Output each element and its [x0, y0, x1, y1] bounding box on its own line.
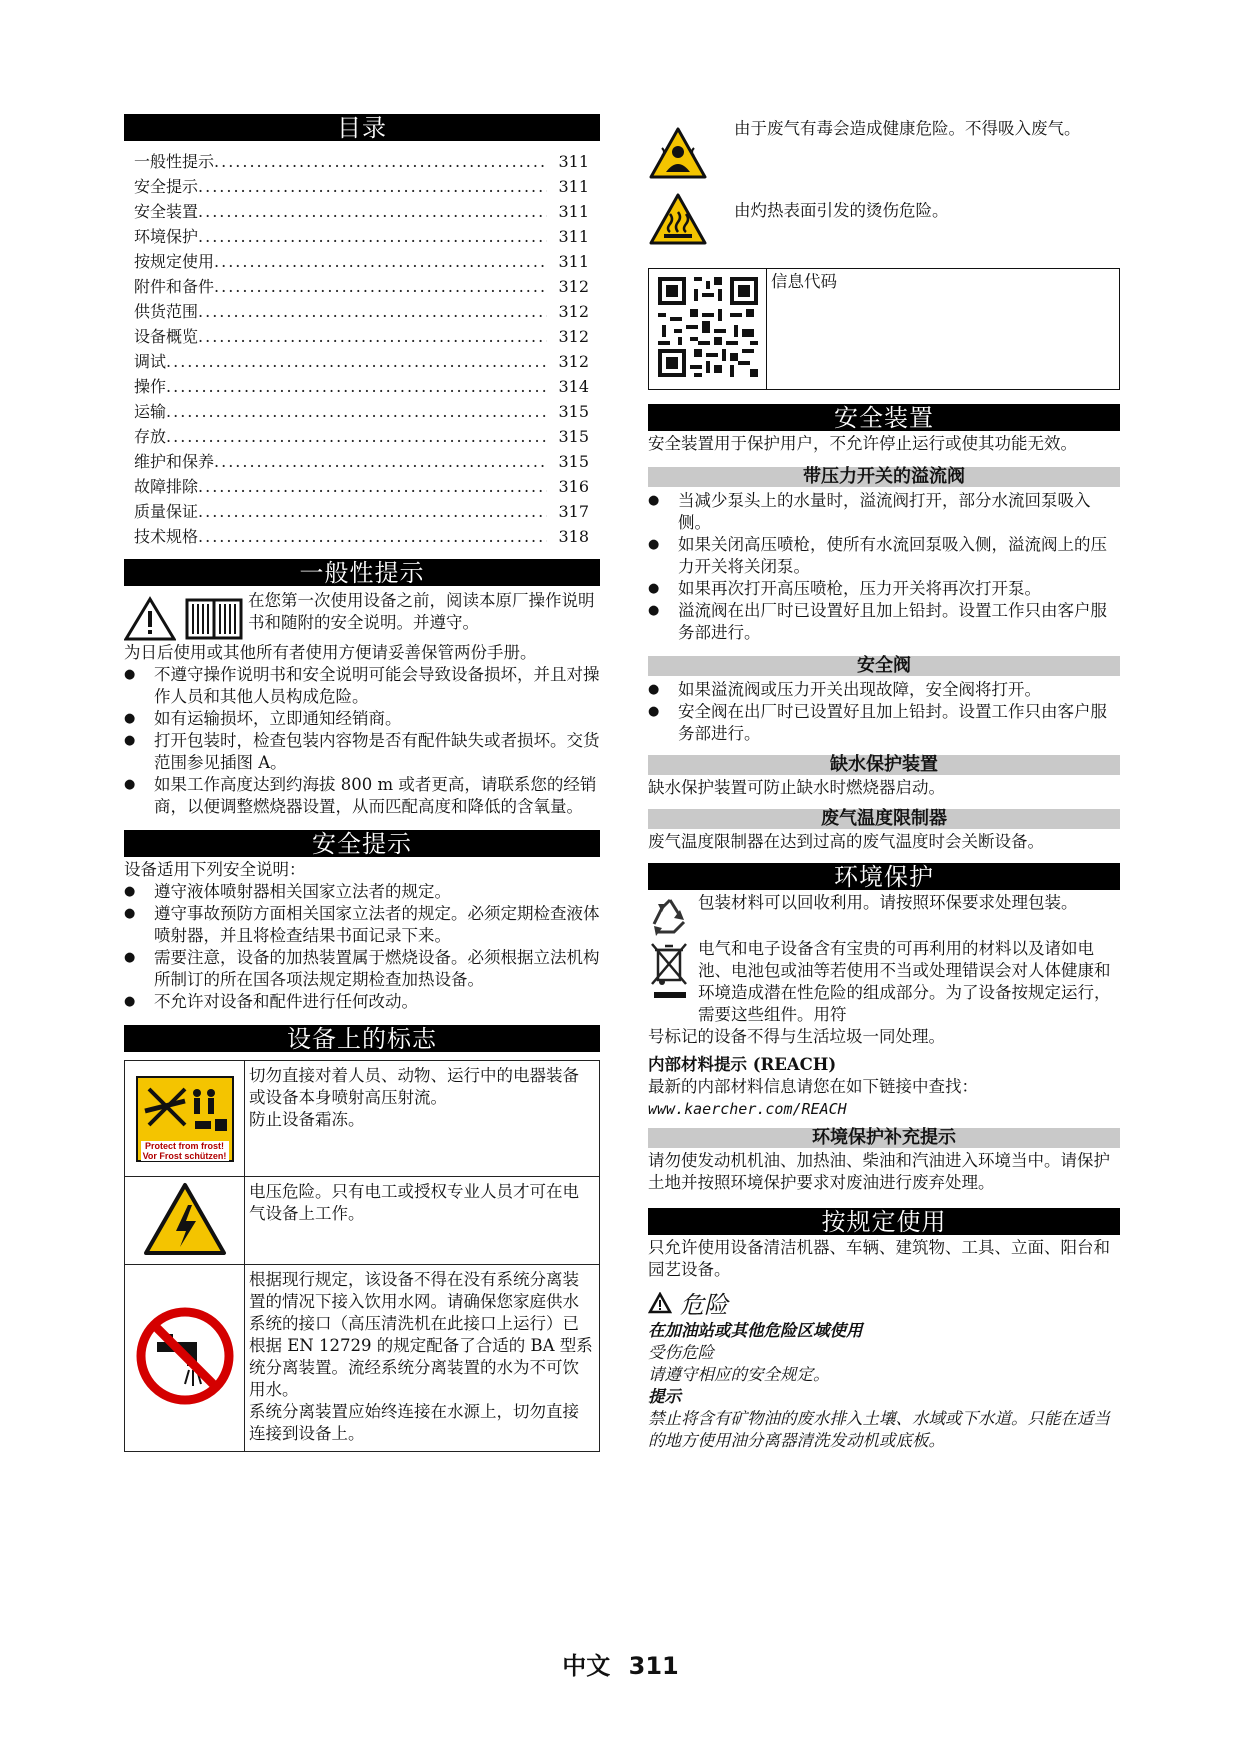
reach-title: 内部材料提示 (REACH) [648, 1055, 837, 1074]
symbols-table [124, 1060, 600, 1452]
toc-title: 一般性提示 [134, 152, 215, 171]
list-item: ● 如果关闭高压喷枪，使所有水流回泵吸入侧，溢流阀上的压力开关将关闭泵。 [648, 534, 1120, 578]
toc-title: 技术规格 [134, 527, 199, 546]
toc-leader [198, 224, 547, 249]
toc-title: 按规定使用 [134, 252, 215, 271]
list-item: ● 遵守事故预防方面相关国家立法者的规定。必须定期检查液体喷射器，并且将检查结果书面记录下来。 [124, 903, 600, 947]
env-extra-heading: 环境保护补充提示 [648, 1128, 1120, 1148]
intended-use-text: 只允许使用设备清洁机器、车辆、建筑物、工具、立面、阳台和园艺设备。 [648, 1238, 1110, 1279]
toc-leader [166, 399, 547, 424]
general-heading: 一般性提示 [124, 559, 600, 586]
toc-entry[interactable] [134, 424, 589, 449]
toc-entry[interactable] [134, 324, 589, 349]
list-item: ● 不允许对设备和配件进行任何改动。 [124, 991, 600, 1013]
safety-devices-heading: 安全装置 [648, 404, 1120, 431]
toc-page: 311 [558, 202, 589, 221]
toc-leader [214, 449, 547, 474]
table-of-contents [134, 149, 589, 549]
toc-entry[interactable] [134, 524, 589, 549]
symbol-text: 切勿直接对着人员、动物、运行中的电器装备或设备本身喷射高压射流。 防止设备霜冻。 [249, 1066, 579, 1129]
hot-surface-text: 由灼热表面引发的烫伤危险。 [734, 201, 949, 220]
toc-leader [198, 474, 547, 499]
toc-page: 312 [558, 352, 589, 371]
weee-text-a: 电气和电子设备含有宝贵的可再利用的材料以及诸如电池、电池包或油等若使用不当或处理错误会对人体健康和环境造成潜在性危险的组成部分。为了设备按规定运行，需要这些组件。用符 [698, 939, 1111, 1024]
safety-intro: 设备适用下列安全说明： [124, 860, 306, 879]
reach-text: 最新的内部材料信息请您在如下链接中查找： [648, 1077, 978, 1096]
reach-link[interactable]: www.kaercher.com/REACH [648, 1100, 847, 1118]
crossed-bin-icon [650, 940, 690, 1000]
toc-page: 311 [558, 152, 589, 171]
weee-block [648, 938, 1120, 1048]
warning-triangle-icon [124, 596, 176, 642]
list-item: ● 遵守液体喷射器相关国家立法者的规定。 [124, 881, 600, 903]
toc-title: 供货范围 [134, 302, 199, 321]
hot-surface-icon [648, 192, 708, 246]
toc-leader [198, 499, 547, 524]
toc-title: 维护和保养 [134, 452, 215, 471]
toc-title: 附件和备件 [134, 277, 215, 296]
toc-leader [214, 149, 547, 174]
toc-leader [198, 199, 547, 224]
safety-valve-list [648, 679, 1120, 745]
safety-devices-intro: 安全装置用于保护用户，不允许停止运行或使其功能无效。 [648, 434, 1077, 453]
table-row [125, 1177, 600, 1265]
toc-entry[interactable] [134, 499, 589, 524]
toc-page: 312 [558, 277, 589, 296]
toc-leader [214, 249, 547, 274]
page-footer [0, 1646, 1241, 1681]
no-drinking-water-connection-icon [135, 1306, 235, 1406]
toc-heading: 目录 [124, 114, 600, 141]
toc-page: 311 [558, 252, 589, 271]
toc-title: 环境保护 [134, 227, 199, 246]
frost-warning-sign [136, 1076, 234, 1162]
general-intro-block [124, 590, 600, 642]
toc-leader [198, 299, 547, 324]
list-item: ● 溢流阀在出厂时已设置好且加上铅封。设置工作只由客户服务部进行。 [648, 600, 1120, 644]
toc-page: 315 [558, 452, 589, 471]
toc-page: 315 [558, 427, 589, 446]
toc-entry[interactable] [134, 224, 589, 249]
toc-title: 安全提示 [134, 177, 199, 196]
toc-entry[interactable] [134, 399, 589, 424]
toc-page: 316 [558, 477, 589, 496]
toc-entry[interactable] [134, 349, 589, 374]
toxic-gas-icon [648, 126, 708, 180]
toc-entry[interactable] [134, 249, 589, 274]
right-column [648, 118, 1120, 1452]
exhaust-temp-text: 废气温度限制器在达到过高的废气温度时会关断设备。 [648, 832, 1044, 851]
toc-leader [198, 324, 547, 349]
water-shortage-heading: 缺水保护装置 [648, 755, 1120, 775]
symbols-heading: 设备上的标志 [124, 1025, 600, 1052]
toc-page: 318 [558, 527, 589, 546]
toc-title: 设备概览 [134, 327, 199, 346]
toc-entry[interactable] [134, 474, 589, 499]
environment-heading: 环境保护 [648, 863, 1120, 890]
toc-title: 运输 [134, 402, 167, 421]
toc-entry[interactable] [134, 449, 589, 474]
safety-list [124, 881, 600, 1013]
no-spray-icon [141, 1081, 231, 1137]
toc-leader [166, 349, 547, 374]
note-text: 禁止将含有矿物油的废水排入土壤、水域或下水道。只能在适当的地方使用油分离器清洗发动机或底板。 [648, 1409, 1110, 1450]
hot-surface-warning [648, 192, 1120, 246]
toc-entry[interactable] [134, 199, 589, 224]
danger-label: 危险 [680, 1291, 728, 1319]
toc-page: 317 [558, 502, 589, 521]
list-item: ● 当减少泵头上的水量时，溢流阀打开，部分水流回泵吸入侧。 [648, 490, 1120, 534]
table-row [125, 1265, 600, 1452]
general-intro-text: 在您第一次使用设备之前，阅读本原厂操作说明书和随附的安全说明。并遵守。 [248, 591, 595, 632]
env-extra-text: 请勿使发动机机油、加热油、柴油和汽油进入环境当中。请保护土地并按照环境保护要求对废油进行废弃处理。 [648, 1151, 1110, 1192]
list-item: ● 如有运输损坏，立即通知经销商。 [124, 708, 600, 730]
toc-page: 312 [558, 327, 589, 346]
toc-title: 存放 [134, 427, 167, 446]
qr-table [648, 268, 1120, 390]
toc-title: 安全装置 [134, 202, 199, 221]
exhaust-temp-heading: 废气温度限制器 [648, 809, 1120, 829]
danger-line: 请遵守相应的安全规定。 [648, 1365, 830, 1384]
intended-use-heading: 按规定使用 [648, 1208, 1120, 1235]
toxic-gas-text: 由于废气有毒会造成健康危险。不得吸入废气。 [734, 119, 1081, 138]
toxic-gas-warning [648, 118, 1120, 180]
table-row [125, 1061, 600, 1177]
list-item: ● 不遵守操作说明书和安全说明可能会导致设备损坏，并且对操作人员和其他人员构成危险。 [124, 664, 600, 708]
manual-book-icon [184, 596, 244, 642]
toc-leader [166, 424, 547, 449]
danger-line: 受伤危险 [648, 1343, 714, 1362]
toc-page: 314 [558, 377, 589, 396]
toc-title: 调试 [134, 352, 167, 371]
toc-title: 故障排除 [134, 477, 199, 496]
toc-entry[interactable] [134, 274, 589, 299]
left-column [124, 114, 600, 1452]
list-item: ● 如果溢流阀或压力开关出现故障，安全阀将打开。 [648, 679, 1120, 701]
toc-entry[interactable] [134, 149, 589, 174]
note-label: 提示 [648, 1387, 681, 1406]
toc-leader [166, 374, 547, 399]
safety-heading: 安全提示 [124, 830, 600, 857]
footer-page-number: 311 [628, 1652, 679, 1680]
recycle-icon [648, 892, 698, 936]
toc-entry[interactable] [134, 174, 589, 199]
toc-page: 311 [558, 227, 589, 246]
toc-entry[interactable] [134, 299, 589, 324]
footer-language: 中文 [562, 1652, 611, 1680]
symbol-text: 根据现行规定，该设备不得在没有系统分离装置的情况下接入饮用水网。请确保您家庭供水系统的接口（高压清洗机在此接口上运行）已根据 EN 12729 的规定配备了合适的 BA 型系统分离装置。流经系统分离装置的水为不可饮用水。 系统分离装置应始终连接在水源上，切勿直接连接到设备上。 [249, 1270, 593, 1443]
overflow-valve-heading: 带压力开关的溢流阀 [648, 467, 1120, 487]
toc-page: 311 [558, 177, 589, 196]
toc-leader [198, 174, 547, 199]
weee-text-b: 号标记的设备不得与生活垃圾一同处理。 [648, 1027, 945, 1046]
toc-leader [214, 274, 547, 299]
qr-label: 信息代码 [771, 272, 837, 291]
safety-valve-heading: 安全阀 [648, 656, 1120, 676]
list-item: ● 如果再次打开高压喷枪，压力开关将再次打开泵。 [648, 578, 1120, 600]
overflow-valve-list [648, 490, 1120, 644]
danger-line: 在加油站或其他危险区域使用 [648, 1321, 863, 1340]
recycle-block [648, 892, 1120, 936]
list-item: ● 需要注意，设备的加热装置属于燃烧设备。必须根据立法机构所制订的所在国各项法规定期检查加热设备。 [124, 947, 600, 991]
general-keep-text: 为日后使用或其他所有者使用方便请妥善保管两份手册。 [124, 643, 537, 662]
toc-entry[interactable] [134, 374, 589, 399]
toc-leader [198, 524, 547, 549]
danger-triangle-icon [648, 1292, 672, 1314]
list-item: ● 打开包装时，检查包装内容物是否有配件缺失或者损坏。交货范围参见插图 A。 [124, 730, 600, 774]
toc-title: 操作 [134, 377, 167, 396]
danger-block [648, 1320, 1120, 1452]
electric-hazard-icon [142, 1181, 228, 1257]
water-shortage-text: 缺水保护装置可防止缺水时燃烧器启动。 [648, 778, 945, 797]
list-item: ● 安全阀在出厂时已设置好且加上铅封。设置工作只由客户服务部进行。 [648, 701, 1120, 745]
toc-page: 312 [558, 302, 589, 321]
general-list [124, 664, 600, 818]
toc-page: 315 [558, 402, 589, 421]
list-item: ● 如果工作高度达到约海拔 800 m 或者更高，请联系您的经销商，以便调整燃烧器设置，从而匹配高度和降低的含氧量。 [124, 774, 600, 818]
frost-caption: Protect from frost! Vor Frost schützen! [141, 1141, 229, 1161]
toc-title: 质量保证 [134, 502, 199, 521]
recycle-text: 包装材料可以回收利用。请按照环保要求处理包装。 [698, 893, 1078, 912]
danger-label-row [648, 1285, 1120, 1320]
qr-code-icon[interactable] [654, 273, 762, 381]
symbol-text: 电压危险。只有电工或授权专业人员才可在电气设备上工作。 [249, 1182, 579, 1223]
